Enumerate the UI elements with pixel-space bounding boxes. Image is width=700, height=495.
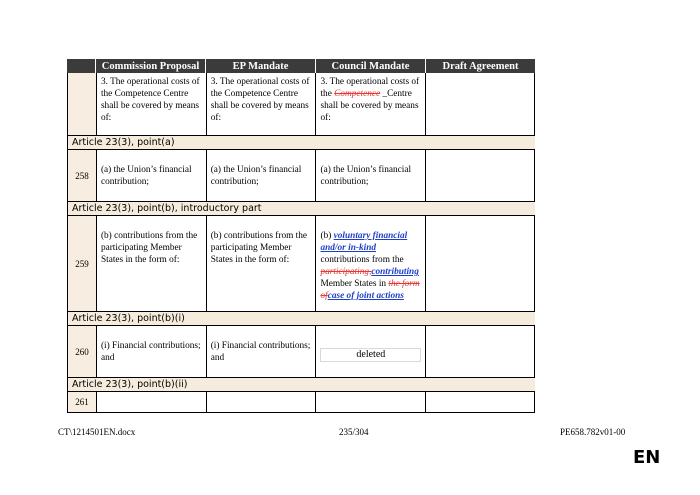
draft-agreement-cell: [426, 326, 535, 377]
table-header: [67, 59, 535, 73]
ep-cell: [207, 392, 317, 412]
council-text: _Centre shall be covered by means of:: [320, 89, 419, 123]
row-number: [68, 73, 97, 135]
council-deleted-text: the form of: [320, 279, 420, 301]
draft-agreement-cell: [426, 150, 535, 201]
council-inserted-text: voluntary financial and/or in-kind: [320, 231, 408, 253]
council-inserted-text: case of joint actions: [327, 291, 404, 301]
header-draft-agreement: Draft Agreement: [442, 60, 519, 72]
council-inserted-text: contributing: [371, 267, 419, 277]
table-row: [67, 392, 535, 413]
header-number-cell: [67, 59, 96, 73]
council-cell: (a) the Union’s financial contribution;: [316, 150, 426, 201]
language-code: EN: [633, 447, 661, 468]
section-heading: Article 23(3), point(b)(i): [67, 312, 535, 326]
table-row: [67, 216, 535, 312]
commission-cell: [97, 392, 207, 412]
table-row: [67, 326, 535, 378]
commission-cell: (b) contributions from the participating Member States in the form of:: [97, 216, 207, 311]
deleted-label: deleted: [320, 348, 421, 362]
ep-cell: (a) the Union’s financial contribution;: [207, 150, 317, 201]
commission-cell: (a) the Union’s financial contribution;: [97, 150, 207, 201]
footer-document-id: CT\1214501EN.docx: [58, 427, 136, 437]
section-heading: Article 23(3), point(a): [67, 136, 535, 150]
draft-agreement-cell: [426, 216, 535, 311]
section-heading: Article 23(3), point(b)(ii): [67, 378, 535, 392]
footer-reference: PE658.782v01-00: [560, 427, 626, 437]
row-number: 259: [68, 216, 97, 311]
draft-agreement-cell: [426, 73, 535, 135]
council-text: (b): [320, 231, 334, 241]
council-deleted-text: participating,: [320, 267, 372, 277]
commission-cell: 3. The operational costs of the Competence Centre shall be covered by means of:: [97, 73, 207, 135]
section-heading: Article 23(3), point(b), introductory part: [67, 202, 535, 216]
council-cell: [316, 73, 426, 135]
council-text: 3. The operational costs of the: [320, 77, 420, 99]
row-number: 260: [68, 326, 97, 377]
commission-cell: (i) Financial contributions; and: [97, 326, 207, 377]
table-row: [67, 150, 535, 202]
header-commission-proposal: Commission Proposal: [96, 59, 206, 73]
draft-agreement-cell: [426, 392, 535, 412]
council-deleted-text: Competence: [334, 89, 381, 99]
header-ep-mandate: EP Mandate: [206, 59, 316, 73]
council-cell: [316, 216, 426, 311]
council-cell: [316, 326, 426, 377]
header-council-mandate: Council Mandate: [316, 59, 426, 73]
ep-cell: 3. The operational costs of the Competence Centre shall be covered by means of:: [207, 73, 317, 135]
council-text: contributions from the: [320, 255, 404, 265]
ep-cell: (b) contributions from the participating Member States in the form of:: [207, 216, 317, 311]
ep-cell: (i) Financial contributions; and: [207, 326, 317, 377]
row-number: 258: [68, 150, 97, 201]
footer-page-number: 235/304: [339, 427, 369, 437]
table-row: [67, 73, 535, 136]
row-number: 261: [68, 392, 97, 412]
comparison-table: [67, 59, 535, 413]
council-text: Member States in: [320, 279, 389, 289]
council-cell: [316, 392, 426, 412]
